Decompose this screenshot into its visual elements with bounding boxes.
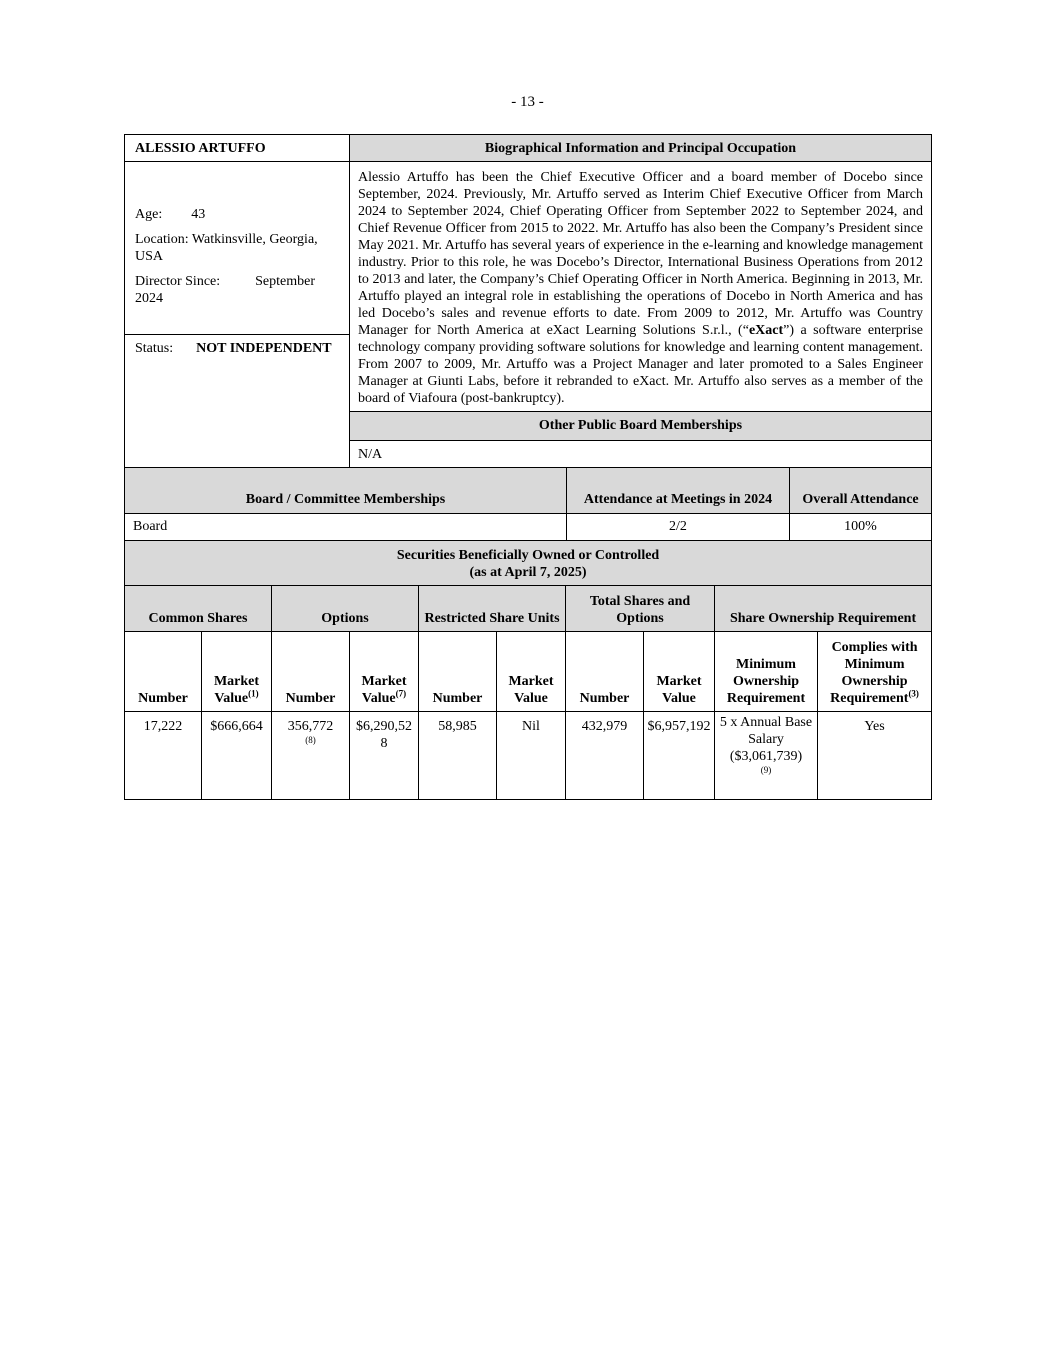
group-common-shares: Common Shares xyxy=(125,586,272,632)
director-profile-sheet xyxy=(124,134,931,800)
bio-text xyxy=(350,162,932,412)
col-common-number: Number xyxy=(125,632,202,712)
securities-table xyxy=(124,540,932,800)
footnote-marker: (7) xyxy=(395,688,407,699)
footnote-marker: (8) xyxy=(305,735,316,745)
col-rsu-number: Number xyxy=(419,632,497,712)
director-since-label: Director Since: xyxy=(135,273,221,289)
val-min-requirement xyxy=(715,712,818,800)
location-value: Watkinsville, Georgia, USA xyxy=(135,231,318,264)
col-complies xyxy=(818,632,932,712)
col-min-ownership: Minimum Ownership Requirement xyxy=(715,632,818,712)
col-rsu-market-value: Market Value xyxy=(497,632,566,712)
director-info xyxy=(125,162,350,335)
val-options-market-value: $6,290,528 xyxy=(350,712,419,800)
val-rsu-market-value: Nil xyxy=(497,712,566,800)
committee-attendance: 2/2 xyxy=(567,514,790,541)
director-since-row xyxy=(135,273,339,307)
val-options-number xyxy=(272,712,350,800)
bio-heading: Biographical Information and Principal Occupation xyxy=(350,135,932,162)
val-total-market-value: $6,957,192 xyxy=(644,712,715,800)
director-name: ALESSIO ARTUFFO xyxy=(125,135,350,162)
col-common-market-value-label: Market Value xyxy=(213,674,260,706)
table-row xyxy=(125,712,932,800)
committee-col-memberships: Board / Committee Memberships xyxy=(125,468,567,514)
footnote-marker: (3) xyxy=(908,688,919,699)
group-rsu: Restricted Share Units xyxy=(419,586,566,632)
age-label: Age: xyxy=(135,206,163,222)
group-total: Total Shares and Options xyxy=(566,586,715,632)
group-requirement: Share Ownership Requirement xyxy=(715,586,932,632)
val-rsu-number: 58,985 xyxy=(419,712,497,800)
bio-text-bold: eXact xyxy=(748,323,784,338)
committee-table xyxy=(124,467,932,541)
status-cell xyxy=(125,335,350,468)
col-common-market-value xyxy=(202,632,272,712)
committee-col-overall: Overall Attendance xyxy=(790,468,932,514)
footnote-marker: (9) xyxy=(760,765,772,775)
age-row xyxy=(135,206,339,223)
location-label: Location: xyxy=(135,231,189,247)
col-total-market-value: Market Value xyxy=(644,632,715,712)
age-value: 43 xyxy=(191,206,206,222)
securities-title xyxy=(125,541,932,586)
bio-text-part-2: ”) a software enterprise technology company providing software solutions for knowledge and learning content management. From 2007 to 2009, Mr. Artuffo was a Project Manager and later promoted to a Sales Engineer Manager at Giunti Labs, before it rebranded to eXact. Mr. Artuffo also serves as a member of the board of Viafoura (post-bankruptcy). xyxy=(358,323,924,406)
table-row xyxy=(125,514,932,541)
securities-title-line2: (as at April 7, 2025) xyxy=(469,565,587,580)
footnote-marker: (1) xyxy=(248,688,259,699)
committee-col-attendance: Attendance at Meetings in 2024 xyxy=(567,468,790,514)
col-options-market-value xyxy=(350,632,419,712)
col-options-market-value-label: Market Value xyxy=(361,674,407,706)
securities-title-line1: Securities Beneficially Owned or Controlled xyxy=(396,548,660,563)
status-label: Status: xyxy=(135,341,174,356)
committee-name: Board xyxy=(125,514,567,541)
group-options: Options xyxy=(272,586,419,632)
other-boards-heading: Other Public Board Memberships xyxy=(350,412,932,441)
status-value: NOT INDEPENDENT xyxy=(196,341,332,356)
val-total-number: 432,979 xyxy=(566,712,644,800)
committee-overall: 100% xyxy=(790,514,932,541)
col-complies-label: Complies with Minimum Ownership Requirement xyxy=(830,640,918,706)
director-since-value: September 2024 xyxy=(135,273,316,306)
val-min-requirement-text: 5 x Annual Base Salary ($3,061,739) xyxy=(719,715,813,764)
page-number: - 13 - xyxy=(511,94,544,110)
bio-text-part-1: Alessio Artuffo has been the Chief Executive Officer and a board member of Docebo since September, 2024. Previously, Mr. Artuffo served as Interim Chief Executive Officer from March 2024 to September 2024, Chief Operating Officer from September 2022 to September 2024, and Chief Revenue Officer from 2015 to 2022. Mr. Artuffo has also been the Company’s President since May 2021. Mr. Artuffo has several years of experience in the e-learning and knowledge management industry. Prior to this role, he was Docebo’s Director, International Business Operations from 2012 to 2013 and later, the Company’s Chief Operating Officer in North America. Beginning in 2013, Mr. Artuffo played an integral role in establishing the operations of Docebo in North America and has led Docebo’s sales and revenue efforts to date. From 2009 to 2012, Mr. Artuffo was Country Manager for North America at eXact Learning Solutions S.r.l., (“ xyxy=(358,170,923,338)
val-common-number: 17,222 xyxy=(125,712,202,800)
director-bio-table xyxy=(124,134,932,468)
col-options-number: Number xyxy=(272,632,350,712)
val-complies: Yes xyxy=(818,712,932,800)
other-boards-value: N/A xyxy=(350,441,932,468)
val-options-number-text: 356,772 xyxy=(287,719,334,734)
location-row xyxy=(135,231,339,265)
val-common-market-value: $666,664 xyxy=(202,712,272,800)
col-total-number: Number xyxy=(566,632,644,712)
